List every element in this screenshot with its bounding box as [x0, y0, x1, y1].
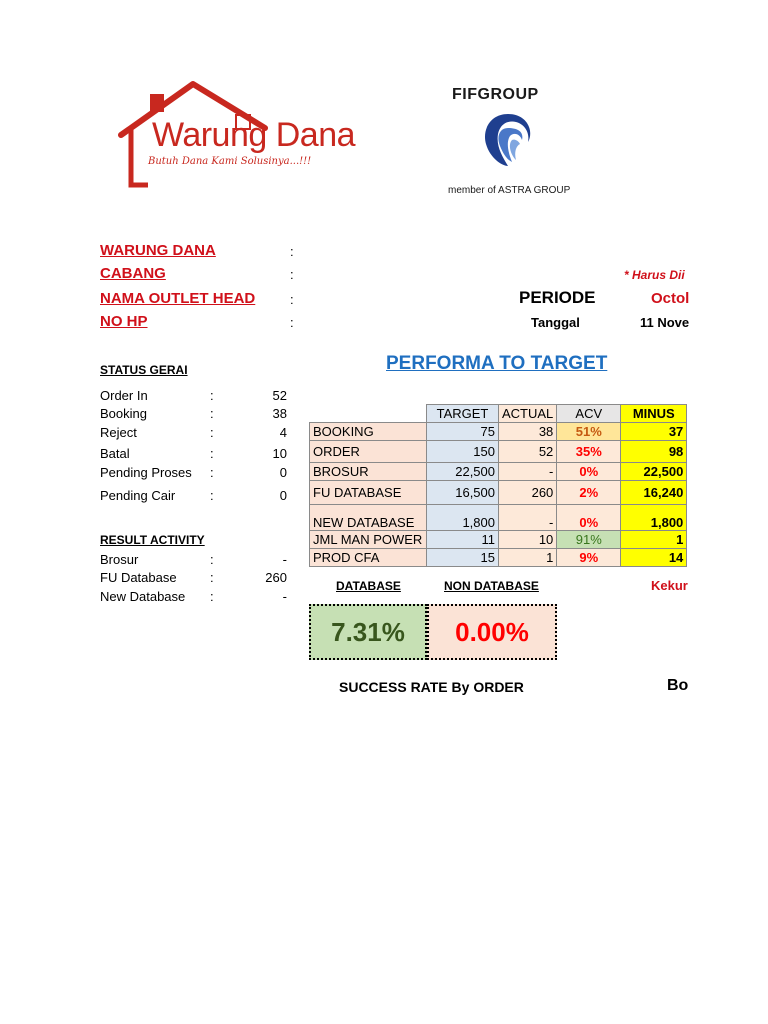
success-rate-label: SUCCESS RATE By ORDER [339, 679, 524, 695]
brand-tagline: Butuh Dana Kami Solusinya...!!! [148, 156, 312, 167]
row-name: ORDER [310, 441, 427, 463]
activity-colon: : [210, 552, 214, 567]
row-target: 16,500 [427, 481, 499, 505]
status-label: Booking [100, 406, 147, 421]
kekurangan-label: Kekur [651, 578, 688, 593]
row-target: 1,800 [427, 505, 499, 531]
activity-value: 260 [265, 570, 287, 585]
partner-subtitle: member of ASTRA GROUP [448, 185, 571, 196]
activity-label: Brosur [100, 552, 139, 567]
status-colon: : [210, 425, 214, 440]
row-minus: 1 [621, 531, 687, 549]
row-actual: 10 [499, 531, 557, 549]
row-name: NEW DATABASE [310, 505, 427, 531]
table-header-row [310, 405, 687, 423]
status-colon: : [210, 388, 214, 403]
row-actual: 1 [499, 549, 557, 567]
status-label: Pending Proses [100, 465, 192, 480]
row-acv: 0% [557, 463, 621, 481]
row-target: 11 [427, 531, 499, 549]
activity-row [100, 552, 290, 570]
status-row [100, 406, 290, 424]
header-acv: ACV [557, 405, 621, 423]
row-target: 22,500 [427, 463, 499, 481]
row-target: 150 [427, 441, 499, 463]
status-colon: : [210, 465, 214, 480]
field-colon: : [290, 292, 294, 307]
row-acv: 0% [557, 505, 621, 531]
field-colon: : [290, 315, 294, 330]
table-row [310, 423, 687, 441]
status-colon: : [210, 446, 214, 461]
table-row [310, 441, 687, 463]
row-minus: 16,240 [621, 481, 687, 505]
status-value: 10 [272, 446, 287, 461]
status-colon: : [210, 488, 214, 503]
row-acv: 9% [557, 549, 621, 567]
row-actual: 38 [499, 423, 557, 441]
status-value: 38 [272, 406, 287, 421]
row-minus: 22,500 [621, 463, 687, 481]
bo-label: Bo [667, 677, 689, 694]
non-database-rate-box: 0.00% [427, 604, 557, 660]
status-row [100, 388, 290, 406]
status-row [100, 488, 290, 506]
row-minus: 1,800 [621, 505, 687, 531]
non-database-label: NON DATABASE [444, 579, 539, 593]
row-minus: 14 [621, 549, 687, 567]
activity-value: - [282, 552, 287, 567]
status-value: 0 [279, 465, 287, 480]
row-name: BOOKING [310, 423, 427, 441]
field-cabang-label: CABANG [100, 265, 166, 282]
database-label: DATABASE [336, 579, 401, 593]
row-name: PROD CFA [310, 549, 427, 567]
brand-name: Warung Dana [152, 116, 356, 154]
status-label: Reject [100, 425, 137, 440]
status-row [100, 446, 290, 464]
status-label: Order In [100, 388, 148, 403]
table-row [310, 463, 687, 481]
status-row [100, 465, 290, 483]
status-gerai-title: STATUS GERAI [100, 363, 188, 377]
status-label: Pending Cair [100, 488, 176, 503]
activity-label: New Database [100, 589, 186, 604]
row-name: JML MAN POWER [310, 531, 427, 549]
row-name: BROSUR [310, 463, 427, 481]
header-target: TARGET [427, 405, 499, 423]
row-minus: 37 [621, 423, 687, 441]
field-colon: : [290, 244, 294, 259]
table-row [310, 505, 687, 531]
table-row [310, 549, 687, 567]
status-row [100, 425, 290, 443]
header-minus: MINUS [621, 405, 687, 423]
table-header-blank [310, 405, 427, 423]
row-actual: 52 [499, 441, 557, 463]
activity-row [100, 570, 290, 588]
partner-name: FIFGROUP [452, 86, 539, 103]
activity-label: FU Database [100, 570, 177, 585]
field-no-hp-label: NO HP [100, 313, 148, 330]
performance-table [309, 404, 687, 567]
row-target: 15 [427, 549, 499, 567]
status-label: Batal [100, 446, 130, 461]
periode-value: Octol [651, 290, 689, 307]
row-target: 75 [427, 423, 499, 441]
field-warung-dana-label: WARUNG DANA [100, 242, 216, 259]
row-acv: 91% [557, 531, 621, 549]
result-activity-title: RESULT ACTIVITY [100, 533, 205, 547]
row-actual: 260 [499, 481, 557, 505]
tanggal-value: 11 Nove [640, 315, 689, 330]
table-row [310, 481, 687, 505]
periode-label: PERIODE [519, 288, 596, 307]
row-name: FU DATABASE [310, 481, 427, 505]
status-value: 4 [279, 425, 287, 440]
tanggal-label: Tanggal [531, 315, 580, 330]
activity-row [100, 589, 290, 607]
field-outlet-head-label: NAMA OUTLET HEAD [100, 290, 256, 307]
row-minus: 98 [621, 441, 687, 463]
row-acv: 51% [557, 423, 621, 441]
row-actual: - [499, 505, 557, 531]
table-row [310, 531, 687, 549]
fif-swirl-logo-icon [478, 110, 538, 170]
performa-title: PERFORMA TO TARGET [386, 353, 608, 374]
database-rate-box: 7.31% [309, 604, 427, 660]
field-colon: : [290, 267, 294, 282]
status-value: 0 [279, 488, 287, 503]
activity-colon: : [210, 589, 214, 604]
row-actual: - [499, 463, 557, 481]
header-actual: ACTUAL [499, 405, 557, 423]
row-acv: 35% [557, 441, 621, 463]
activity-value: - [282, 589, 287, 604]
status-colon: : [210, 406, 214, 421]
status-value: 52 [272, 388, 287, 403]
activity-colon: : [210, 570, 214, 585]
required-note: * Harus Dii [624, 268, 685, 282]
row-acv: 2% [557, 481, 621, 505]
